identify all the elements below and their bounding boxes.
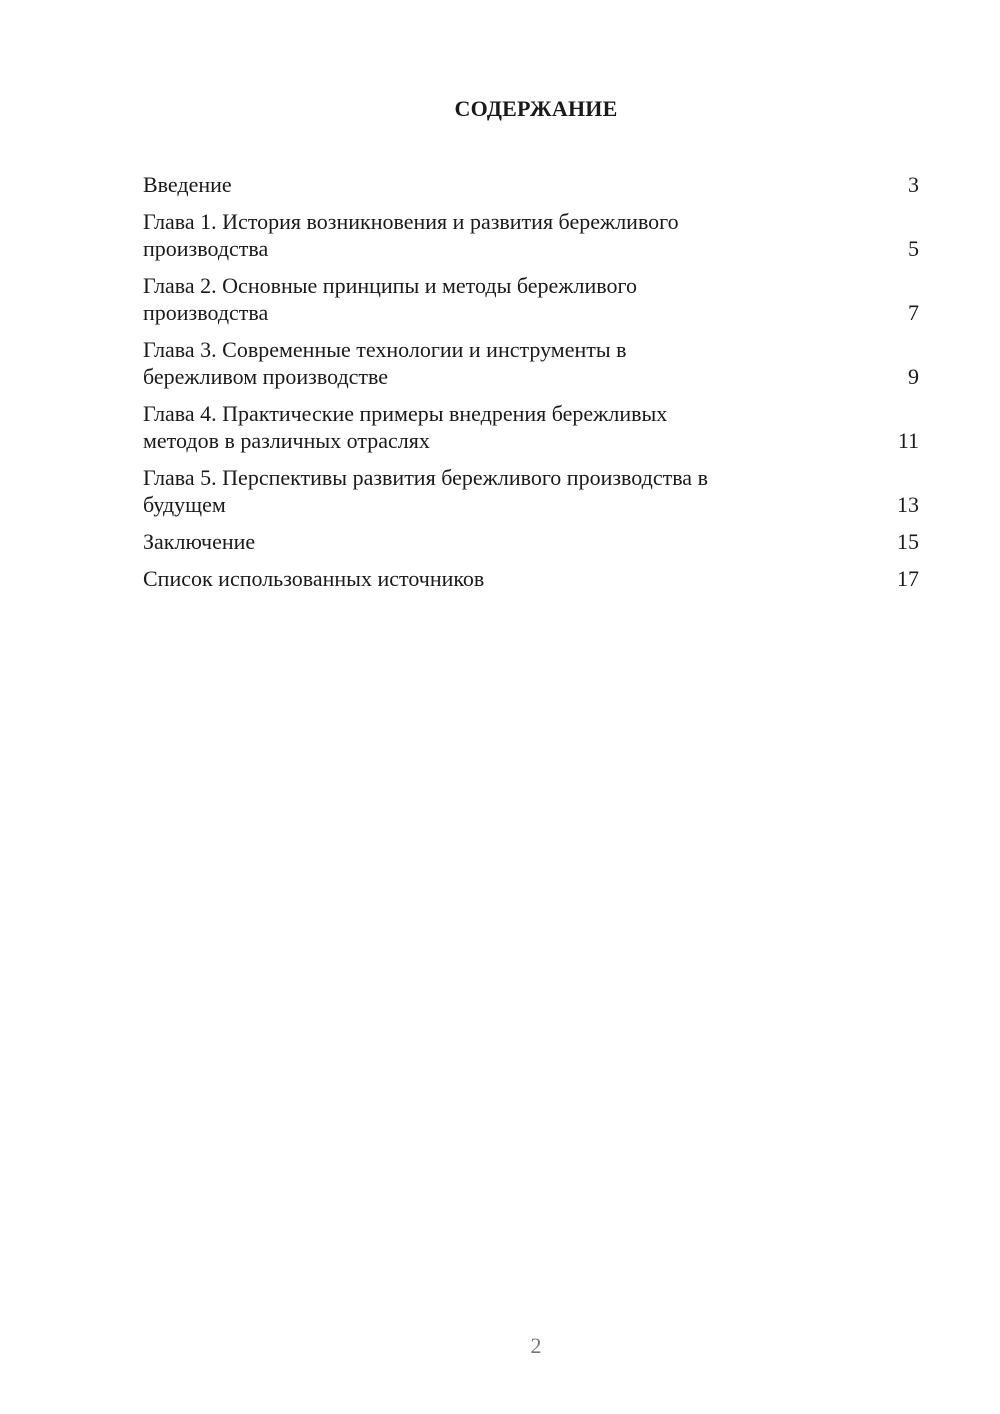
toc-entry-title: Введение	[143, 172, 232, 197]
toc-entry-chapter-4	[143, 400, 919, 454]
toc-entry-title: Заключение	[143, 529, 256, 554]
toc-entry-chapter-5	[143, 464, 919, 518]
toc-entry-title: Глава 1. История возникновения и развития бережливого производства	[143, 209, 679, 261]
page-number: 2	[530, 1333, 542, 1358]
toc-entry-introduction	[143, 171, 919, 198]
toc-entry-page: 9	[908, 364, 919, 389]
toc-entry-chapter-3	[143, 336, 919, 390]
toc-entry-chapter-2	[143, 272, 919, 326]
toc-entry-page: 3	[908, 172, 919, 197]
toc-entry-page: 5	[908, 236, 919, 261]
toc-entry-page: 17	[897, 566, 919, 591]
toc-entry-page: 11	[897, 428, 919, 453]
toc-entry-title: Список использованных источников	[143, 566, 485, 591]
toc-entry-page: 7	[908, 300, 919, 325]
toc-entry-title: Глава 5. Перспективы развития бережливого производства в будущем	[143, 465, 708, 517]
toc-entry-chapter-1	[143, 208, 919, 262]
toc-entry-title: Глава 4. Практические примеры внедрения бережливых методов в различных отраслях	[143, 401, 668, 453]
toc-entry-references	[143, 565, 919, 592]
table-of-contents	[143, 171, 919, 602]
toc-heading: СОДЕРЖАНИЕ	[454, 96, 618, 121]
toc-entry-page: 15	[897, 529, 919, 554]
toc-entry-conclusion	[143, 528, 919, 555]
toc-entry-page: 13	[897, 492, 919, 517]
toc-entry-title: Глава 2. Основные принципы и методы бережливого производства	[143, 273, 637, 325]
toc-entry-title: Глава 3. Современные технологии и инструменты в бережливом производстве	[143, 337, 627, 389]
